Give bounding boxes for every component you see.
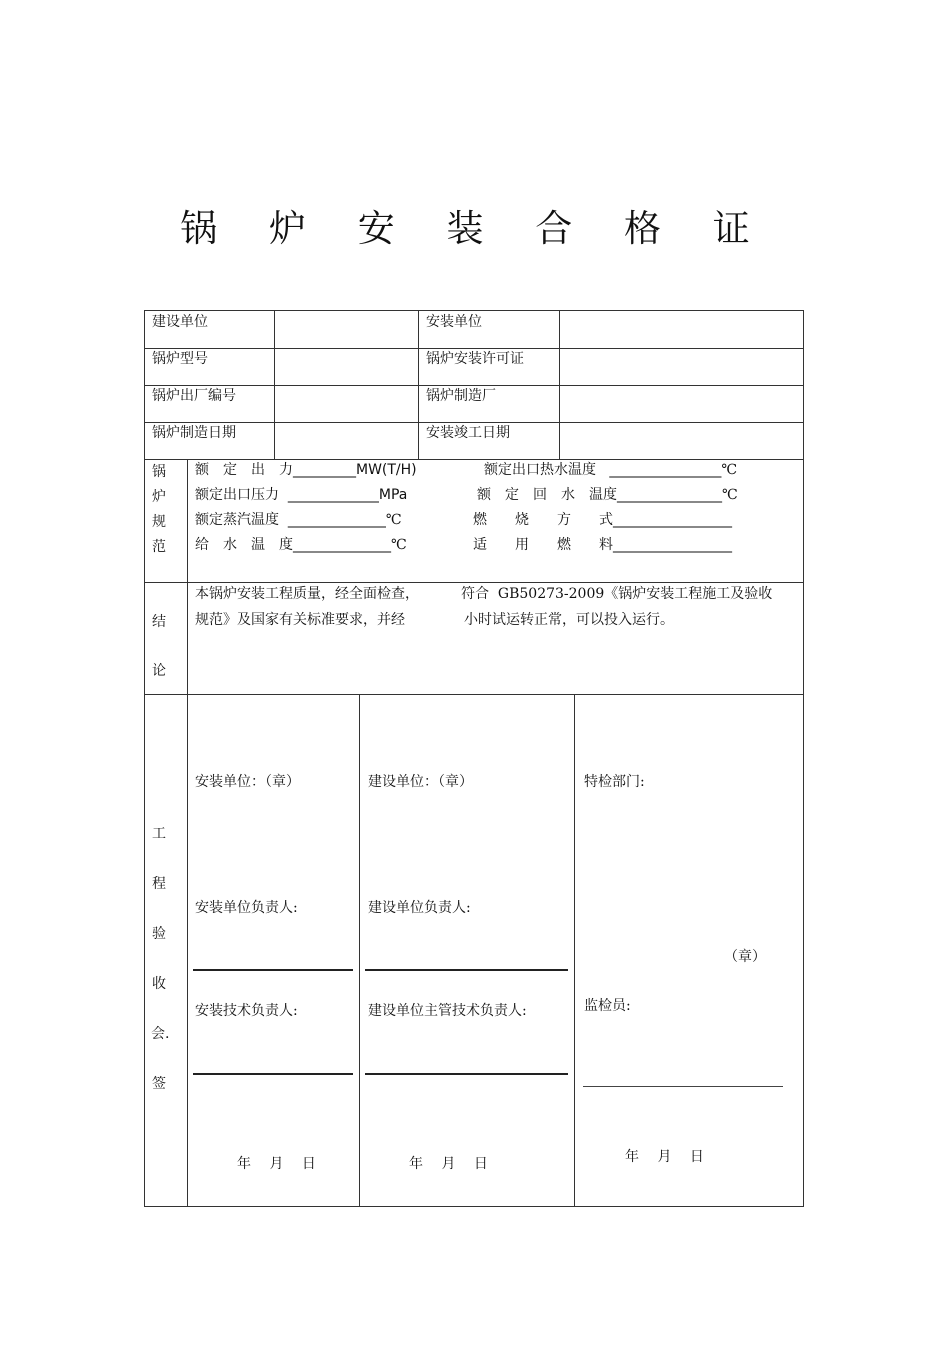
sign-side-char: 验 xyxy=(152,926,166,942)
spec-unit: ℃ xyxy=(722,487,738,503)
inspection-seal: （章） xyxy=(724,949,766,965)
sign-side-char: 程 xyxy=(152,876,166,892)
spec-blank: _________________ xyxy=(613,537,732,553)
spec-label: 适 用 燃 料 xyxy=(473,537,613,553)
spec-label: 燃 烧 方 式 xyxy=(473,512,613,528)
row-divider xyxy=(144,582,804,583)
col-divider xyxy=(274,310,275,459)
label-install-license: 锅炉安装许可证 xyxy=(426,351,524,367)
conclusion-line-2-right xyxy=(464,611,674,629)
spec-blank: ______________ xyxy=(293,537,391,553)
spec-unit: MW(T/H) xyxy=(356,462,417,478)
sign-col-divider xyxy=(574,694,575,1207)
spec-label: 额定出口压力 xyxy=(195,487,279,503)
spec-label: 额定出口热水温度 xyxy=(484,462,596,478)
sign-side-char: 会. xyxy=(151,1026,170,1042)
conclusion-text: 符合 xyxy=(461,586,489,602)
label-install-unit: 安装单位 xyxy=(426,314,482,330)
inspection-department: 特检部门: xyxy=(584,774,645,790)
inspection-date: 年 月 日 xyxy=(625,1149,704,1165)
spec-rated-output xyxy=(195,461,417,479)
row-divider xyxy=(144,694,804,695)
label-completion-date: 安装竣工日期 xyxy=(426,425,510,441)
spec-label: 额定蒸汽温度 xyxy=(195,512,279,528)
col-divider xyxy=(418,310,419,459)
construction-date: 年 月 日 xyxy=(409,1156,488,1172)
spec-combustion-mode xyxy=(473,511,732,529)
row-divider xyxy=(144,459,804,460)
conclusion-text: 本锅炉安装工程质量，经全面检查， xyxy=(195,586,419,602)
conclusion-text: 规范》及国家有关标准要求，并经 xyxy=(195,612,405,628)
spec-side-char: 锅 xyxy=(152,464,166,480)
spec-blank: _____________ xyxy=(287,487,379,503)
row-divider xyxy=(144,385,804,386)
row-divider xyxy=(144,422,804,423)
signature-line xyxy=(365,969,568,971)
conclusion-line-2 xyxy=(195,611,405,629)
spec-unit: MPa xyxy=(378,487,408,503)
spec-unit: ℃ xyxy=(391,537,407,553)
label-construction-unit: 建设单位 xyxy=(152,314,208,330)
install-unit-head: 安装单位负责人: xyxy=(195,900,298,916)
spec-side-char: 范 xyxy=(152,539,166,555)
label-boiler-model: 锅炉型号 xyxy=(152,351,208,367)
row-divider xyxy=(144,348,804,349)
construction-tech-head: 建设单位主管技术负责人: xyxy=(368,1003,527,1019)
spec-feedwater-temperature xyxy=(195,536,407,554)
sign-side-char: 收 xyxy=(152,976,166,992)
table-left-border xyxy=(144,310,145,1207)
spec-label: 给 水 温 度 xyxy=(195,537,293,553)
spec-blank: _________ xyxy=(293,462,356,478)
spec-steam-temperature xyxy=(195,511,402,529)
spec-side-char: 炉 xyxy=(152,489,166,505)
conclusion-text: 小时试运转正常，可以投入运行。 xyxy=(464,612,674,628)
signature-line xyxy=(193,969,353,971)
sign-side-char: 工 xyxy=(152,826,166,842)
spec-return-water-temperature xyxy=(477,486,738,504)
conclusion-line-1-right xyxy=(461,585,772,603)
install-date: 年 月 日 xyxy=(237,1156,316,1172)
inspector-label: 监检员: xyxy=(584,998,631,1014)
table-bottom-border xyxy=(144,1206,804,1207)
spec-blank: _______________ xyxy=(617,487,722,503)
table-top-border xyxy=(144,310,804,311)
spec-label: 额 定 出 力 xyxy=(195,462,293,478)
spec-outlet-pressure xyxy=(195,486,407,504)
spec-blank: ______________ xyxy=(287,512,386,528)
spec-label: 额 定 回 水 温度 xyxy=(477,487,617,503)
spec-hot-water-temperature xyxy=(484,461,737,479)
construction-unit-seal: 建设单位：（章） xyxy=(368,774,473,790)
construction-unit-head: 建设单位负责人: xyxy=(368,900,471,916)
spec-side-char: 规 xyxy=(152,514,166,530)
signature-line xyxy=(193,1073,353,1075)
side-col-divider xyxy=(187,459,188,1207)
label-serial-number: 锅炉出厂编号 xyxy=(152,388,236,404)
page-title: 锅 炉 安 装 合 格 证 xyxy=(180,207,770,250)
table-right-border xyxy=(803,310,804,1207)
spec-unit: ℃ xyxy=(721,462,738,478)
install-unit-seal: 安装单位：（章） xyxy=(195,774,300,790)
conclusion-text: GB50273-2009《锅炉安装工程施工及验收 xyxy=(497,586,773,602)
spec-unit: ℃ xyxy=(385,512,402,528)
label-manufacture-date: 锅炉制造日期 xyxy=(152,425,236,441)
conclusion-line-1 xyxy=(195,585,419,603)
conclusion-side-char: 结 xyxy=(152,614,166,630)
signature-line xyxy=(365,1073,568,1075)
spec-blank: _________________ xyxy=(613,512,732,528)
signature-line xyxy=(583,1086,783,1087)
label-manufacturer: 锅炉制造厂 xyxy=(426,388,496,404)
col-divider xyxy=(559,310,560,459)
conclusion-side-char: 论 xyxy=(152,663,166,679)
sign-col-divider xyxy=(359,694,360,1207)
spec-blank: ________________ xyxy=(609,462,722,478)
sign-side-char: 签 xyxy=(152,1076,166,1092)
spec-applicable-fuel xyxy=(473,536,732,554)
install-tech-head: 安装技术负责人: xyxy=(195,1003,298,1019)
